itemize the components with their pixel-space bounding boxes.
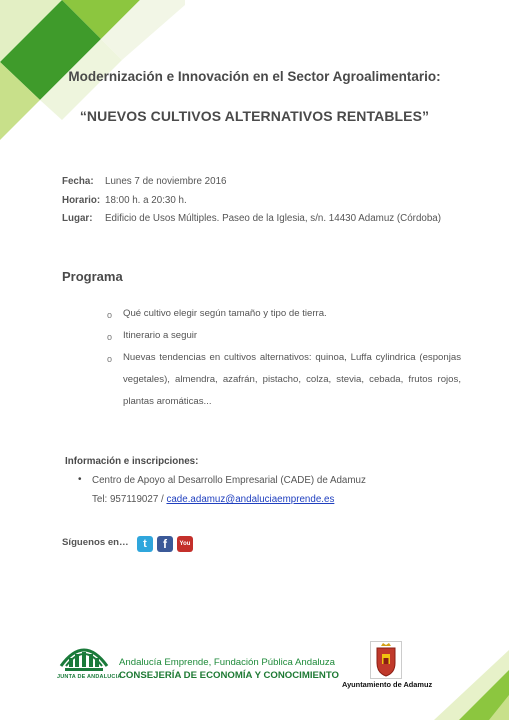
twitter-icon[interactable]: t	[137, 536, 153, 552]
document-subtitle: “NUEVOS CULTIVOS ALTERNATIVOS RENTABLES”	[79, 108, 430, 124]
org-name: Andalucía Emprende, Fundación Pública Andaluza	[119, 657, 336, 668]
horario-value: 18:00 h. a 20:30 h.	[105, 195, 187, 206]
programa-item: Qué cultivo elegir según tamaño y tipo de tierra.	[123, 308, 327, 319]
lugar-value: Edificio de Usos Múltiples. Paseo de la Iglesia, s/n. 14430 Adamuz (Córdoba)	[105, 213, 441, 224]
horario-label: Horario:	[62, 195, 101, 206]
decorative-corner-bottom	[434, 650, 509, 720]
lugar-label: Lugar:	[62, 213, 93, 224]
fecha-label: Fecha:	[62, 176, 94, 187]
youtube-icon[interactable]: You	[177, 536, 193, 552]
programa-item: Nuevas tendencias en cultivos alternativos: quinoa, Luffa cylindrica (esponjas vegetales), almendra, azafrán, pistacho, colza, stevia, cebada, frutos rojos, plantas aromáticas...	[123, 352, 461, 407]
horario-row	[62, 195, 187, 206]
ayuntamiento-label: Ayuntamiento de Adamuz	[342, 680, 433, 689]
inscripciones-heading: Información e inscripciones:	[65, 456, 199, 467]
programa-bullet: o	[107, 354, 113, 364]
fecha-value: Lunes 7 de noviembre 2016	[105, 176, 227, 187]
junta-andalucia-logo	[57, 640, 111, 674]
cade-center: Centro de Apoyo al Desarrollo Empresarial (CADE) de Adamuz	[92, 475, 366, 486]
inscripciones-bullet: •	[78, 474, 82, 485]
programa-bullet: o	[107, 310, 113, 320]
document-title: Modernización e Innovación en el Sector Agroalimentario:	[68, 69, 441, 84]
fecha-row	[62, 176, 227, 187]
consejeria-name: CONSEJERÍA DE ECONOMÍA Y CONOCIMIENTO	[119, 670, 339, 681]
email-link[interactable]: cade.adamuz@andaluciaemprende.es	[166, 494, 335, 505]
telephone-text: Tel: 957119027 /	[92, 494, 167, 505]
ayuntamiento-shield-logo	[370, 641, 402, 679]
junta-label: JUNTA DE ANDALUCIA	[57, 674, 122, 680]
programa-item: Itinerario a seguir	[123, 330, 198, 341]
follow-us-label: Síguenos en…	[62, 537, 129, 548]
programa-bullet: o	[107, 332, 113, 342]
lugar-row	[62, 213, 441, 224]
facebook-icon[interactable]: f	[157, 536, 173, 552]
programa-heading: Programa	[62, 269, 123, 284]
contact-line	[92, 494, 334, 505]
